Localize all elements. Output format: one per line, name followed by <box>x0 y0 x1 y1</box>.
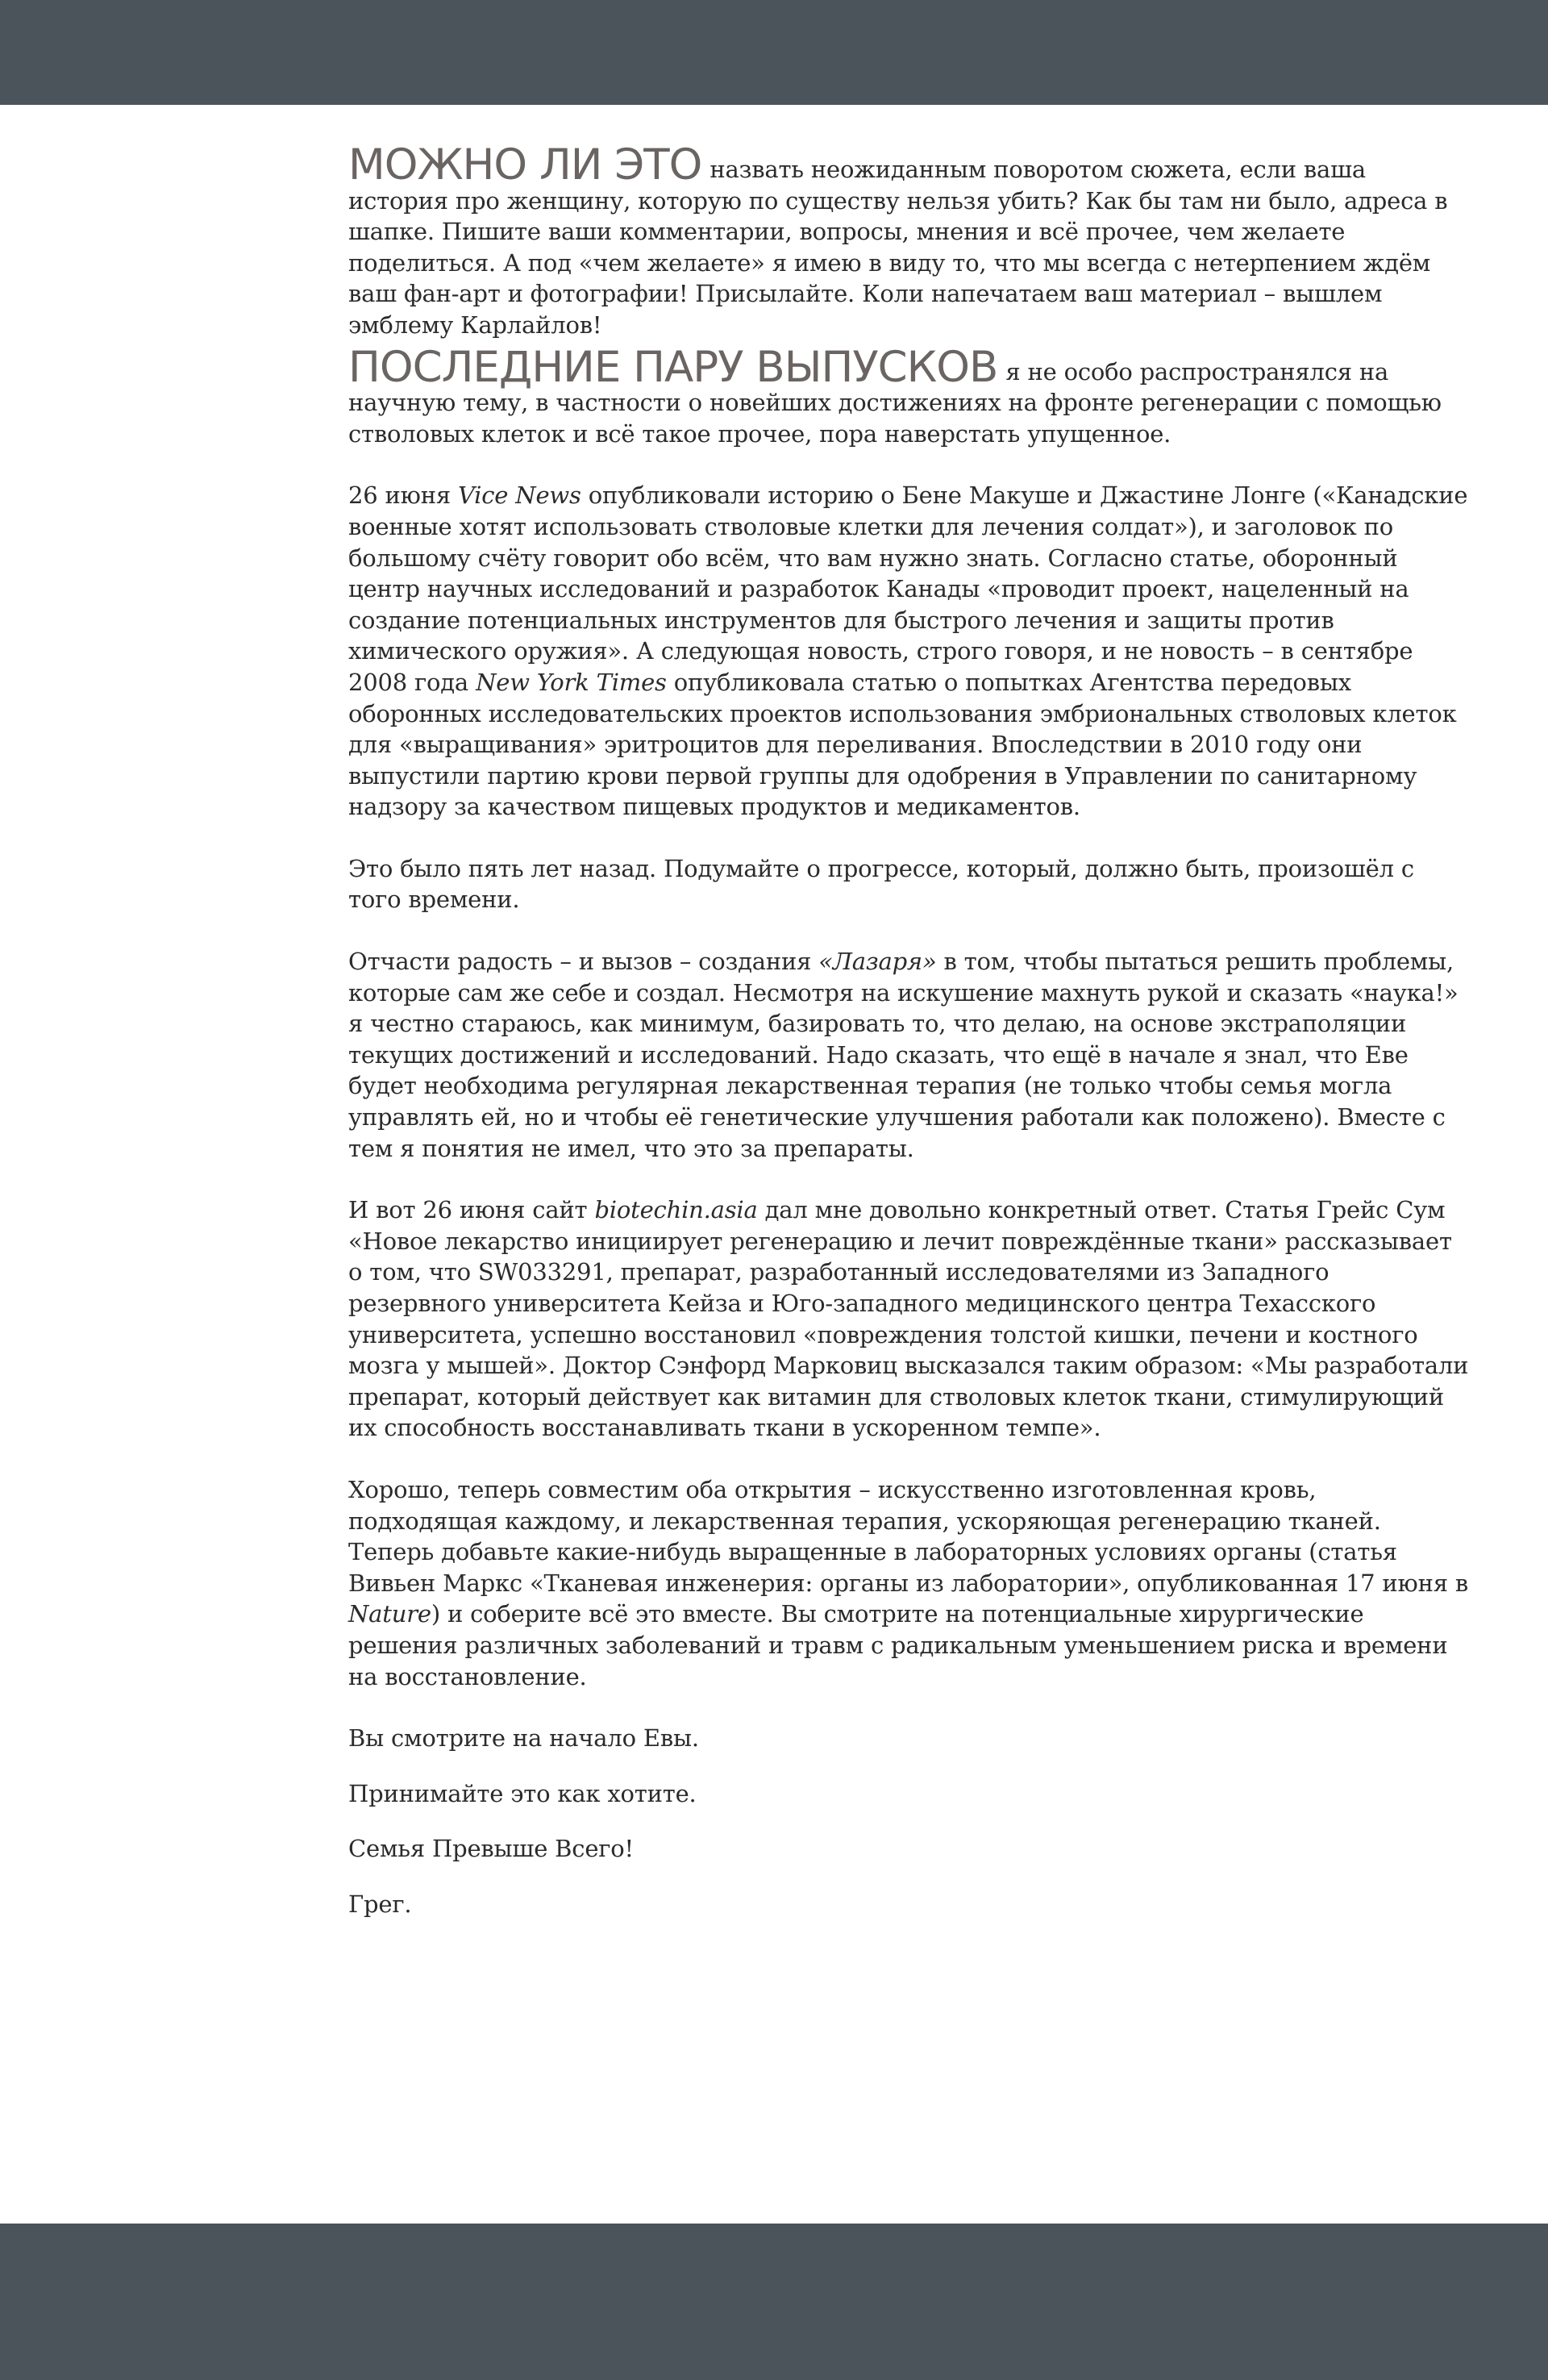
paragraph-4: Это было пять лет назад. Подумайте о прогрессе, который, должно быть, произошёл с того времени. <box>348 854 1414 914</box>
paragraph-1 <box>348 140 1472 341</box>
letter-column <box>348 140 1472 1944</box>
paragraph-3-text-c: опубликовала статью о попытках Агентства передовых оборонных исследовательских проектов использования эмбриональных стволовых клеток для «выращивания» эритроцитов для переливания. Впоследствии в 2010 году они выпустили партию крови первой группы для одобрения в Управлении по санитарному надзору за качеством пищевых продуктов и медикаментов. <box>348 668 1457 821</box>
paragraph-7 <box>348 1474 1472 1692</box>
lead-in-1: МОЖНО ЛИ ЭТО <box>348 140 702 190</box>
paragraph-6-text-b: дал мне довольно конкретный ответ. Статья Грейс Сум «Новое лекарство инициирует регенерацию и лечит повреждённые ткани» рассказывает о том, что SW033291, препарат, разработанный исследователями из Западного резервного университета Кейза и Юго-западного медицинского центра Техасского университета, успешно восстановил «повреждения толстой кишки, печени и костного мозга у мышей». Доктор Сэнфорд Марковиц высказался таким образом: «Мы разработали препарат, который действует как витамин для стволовых клеток ткани, стимулирующий их способность восстанавливать ткани в ускоренном темпе». <box>348 1196 1469 1442</box>
paragraph-7-text-a: Хорошо, теперь совместим оба открытия – искусственно изготовленная кровь, подходящая каждому, и лекарственная терапия, ускоряющая регенерацию тканей. Теперь добавьте какие-нибудь выращенные в лабораторных условиях органы (статья Вивьен Маркс «Тканевая инженерия: органы из лаборатории», опубликованная 17 июня в <box>348 1475 1468 1597</box>
paragraph-3-text-a: 26 июня <box>348 481 451 510</box>
paragraph-6 <box>348 1194 1472 1444</box>
paragraph-5 <box>348 946 1472 1164</box>
paragraph-3 <box>348 480 1472 823</box>
biotechin-site: biotechin.asia <box>594 1196 758 1224</box>
vice-news-title: Vice News <box>457 481 581 510</box>
lead-in-2: ПОСЛЕДНИЕ ПАРУ ВЫПУСКОВ <box>348 342 998 392</box>
paragraph-5-text-a: Отчасти радость – и вызов – создания <box>348 948 812 976</box>
lazarus-title: «Лазаря» <box>818 948 937 976</box>
paragraph-7-text-b: ) и соберите всё это вместе. Вы смотрите на потенциальные хирургические решения различных заболеваний и травм с радикальным уменьшением риска и времени на восстановление. <box>348 1600 1448 1690</box>
paragraph-8: Вы смотрите на начало Евы. <box>348 1724 699 1753</box>
paragraph-6-text-a: И вот 26 июня сайт <box>348 1196 588 1224</box>
paragraph-5-text-b: в том, чтобы пытаться решить проблемы, которые сам же себе и создал. Несмотря на искушение махнуть рукой и сказать «наука!» я честно стараюсь, как минимум, базировать то, что делаю, на основе экстраполяции текущих достижений и исследований. Надо сказать, что ещё в начале я знал, что Еве будет необходима регулярная лекарственная терапия (не только чтобы семья могла управлять ей, но и чтобы её генетические улучшения работали как положено). Вместе с тем я понятия не имел, что это за препараты. <box>348 948 1459 1162</box>
top-band <box>0 0 1548 105</box>
paragraph-10: Семья Превыше Всего! <box>348 1835 634 1863</box>
paragraph-3-text-b: опубликовали историю о Бене Макуше и Джастине Лонге («Канадские военные хотят использовать стволовые клетки для лечения солдат»), и заголовок по большому счёту говорит обо всём, что вам нужно знать. Согласно статье, оборонный центр научных исследований и разработок Канады «проводит проект, нацеленный на создание потенциальных инструментов для быстрого лечения и защиты против химического оружия». А следующая новость, строго говоря, и не новость – в сентябре 2008 года <box>348 481 1468 696</box>
paragraph-2 <box>348 342 1472 450</box>
paragraph-9: Принимайте это как хотите. <box>348 1779 697 1807</box>
paragraph-2-text: я не особо распространялся на научную тему, в частности о новейших достижениях на фронте регенерации с помощью стволовых клеток и всё такое прочее, пора наверстать упущенное. <box>348 357 1442 448</box>
nature-title: Nature <box>348 1600 431 1628</box>
signature: Грег. <box>348 1890 412 1918</box>
nyt-title: New York Times <box>476 668 667 696</box>
paragraph-1-text: назвать неожиданным поворотом сюжета, если ваша история про женщину, которую по существу нельзя убить? Как бы там ни было, адреса в шапке. Пишите ваши комментарии, вопросы, мнения и всё прочее, чем желаете поделиться. А под «чем желаете» я имею в виду то, что мы всегда с нетерпением ждём ваш фан-арт и фотографии! Присылайте. Коли напечатаем ваш материал – вышлем эмблему Карлайлов! <box>348 156 1448 339</box>
bottom-band <box>0 2224 1548 2380</box>
